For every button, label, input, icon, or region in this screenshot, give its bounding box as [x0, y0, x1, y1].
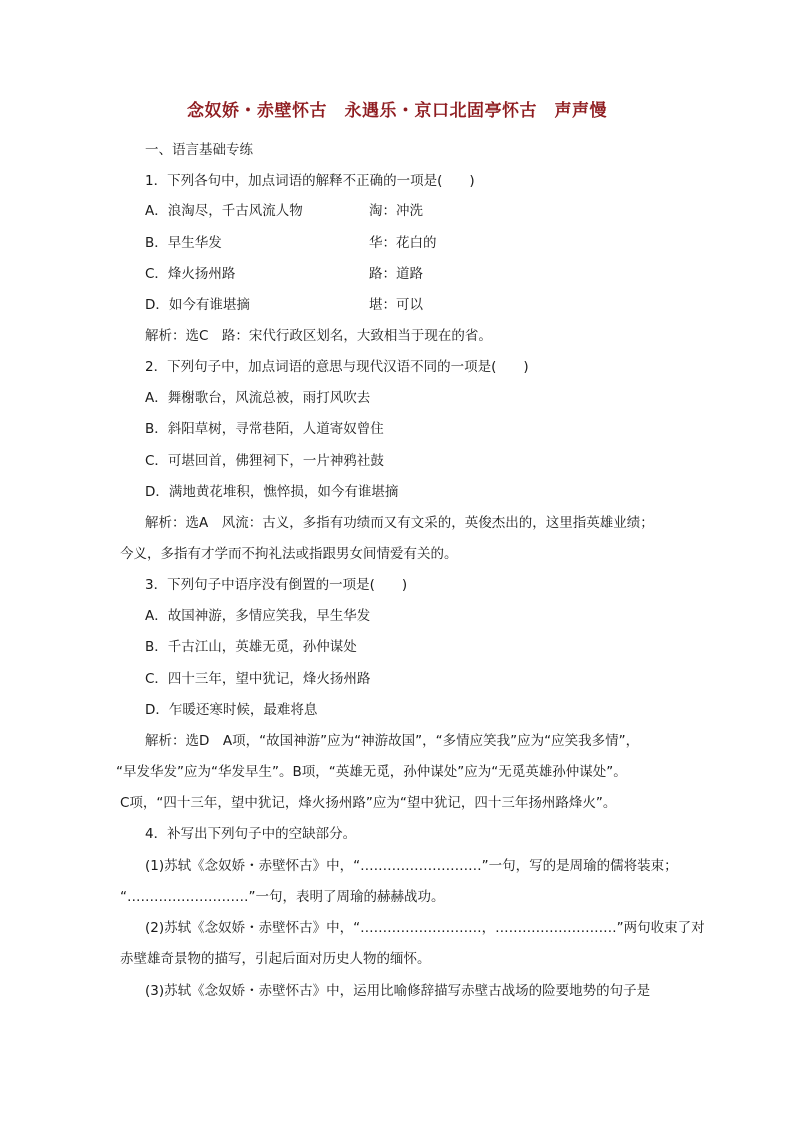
option-gloss: 堪：可以: [369, 297, 423, 313]
q2-analysis-line2: 今义，多指有才学而不拘礼法或指跟男女间情爱有关的。: [120, 546, 458, 562]
section-heading: 一、语言基础专练: [145, 142, 253, 158]
option-gloss: 路：道路: [369, 266, 423, 282]
q3-analysis-line1: 解析：选D A项，“故国神游”应为“神游故国”，“多情应笑我”应为“应笑我多情”，: [145, 733, 640, 749]
option-text: B．早生华发: [145, 235, 222, 251]
option-text: D．如今有谁堪摘: [145, 297, 250, 313]
q4-part1-line2: “………………………”一句，表明了周瑜的赫赫战功。: [120, 889, 445, 905]
q3-stem: 3．下列句子中语序没有倒置的一项是( ): [145, 577, 408, 593]
q4-part2-line2: 赤壁雄奇景物的描写，引起后面对历史人物的缅怀。: [120, 951, 431, 967]
q4-part1-line1: (1)苏轼《念奴娇・赤壁怀古》中，“………………………”一句，写的是周瑜的儒将装束；: [145, 858, 678, 874]
q2-stem: 2．下列句子中，加点词语的意思与现代汉语不同的一项是( ): [145, 359, 529, 375]
option-text: A．浪淘尽，千古风流人物: [145, 203, 303, 219]
q1-option-b: [145, 233, 437, 253]
q3-analysis-line2: “早发华发”应为“华发早生”。B项，“英雄无觅，孙仲谋处”应为“无觅英雄孙仲谋处”。: [116, 764, 627, 780]
q1-option-d: [145, 295, 423, 315]
option-gloss: 淘：冲洗: [369, 203, 423, 219]
q1-stem: 1．下列各句中，加点词语的解释不正确的一项是( ): [145, 173, 475, 189]
option-text: C．烽火扬州路: [145, 266, 236, 282]
q3-option-b: B．千古江山，英雄无觅，孙仲谋处: [145, 639, 357, 655]
q2-option-d: D．满地黄花堆积，憔悴损，如今有谁堪摘: [145, 484, 399, 500]
option-gloss: 华：花白的: [369, 235, 437, 251]
q1-option-a: [145, 201, 423, 221]
q3-option-a: A．故国神游，多情应笑我，早生华发: [145, 608, 371, 624]
q4-part2-line1: (2)苏轼《念奴娇・赤壁怀古》中，“………………………，………………………”两句收束了对: [145, 920, 705, 936]
page-title: 念奴娇・赤壁怀古 永遇乐・京口北固亭怀古 声声慢: [187, 101, 607, 121]
q3-option-c: C．四十三年，望中犹记，烽火扬州路: [145, 671, 371, 687]
q2-option-b: B．斜阳草树，寻常巷陌，人道寄奴曾住: [145, 421, 384, 437]
q2-option-c: C．可堪回首，佛狸祠下，一片神鸦社鼓: [145, 453, 384, 469]
q4-part3-line1: (3)苏轼《念奴娇・赤壁怀古》中，运用比喻修辞描写赤壁古战场的险要地势的句子是: [145, 983, 651, 999]
q3-option-d: D．乍暖还寒时候，最难将息: [145, 702, 318, 718]
q2-option-a: A．舞榭歌台，风流总被，雨打风吹去: [145, 390, 371, 406]
q2-analysis-line1: 解析：选A 风流：古义，多指有功绩而又有文采的，英俊杰出的，这里指英雄业绩；: [145, 515, 654, 531]
q4-stem: 4．补写出下列句子中的空缺部分。: [145, 826, 357, 842]
q1-analysis: 解析：选C 路：宋代行政区划名，大致相当于现在的省。: [145, 328, 492, 344]
q1-option-c: [145, 264, 423, 284]
q3-analysis-line3: C项，“四十三年，望中犹记，烽火扬州路”应为“望中犹记，四十三年扬州路烽火”。: [120, 795, 617, 811]
